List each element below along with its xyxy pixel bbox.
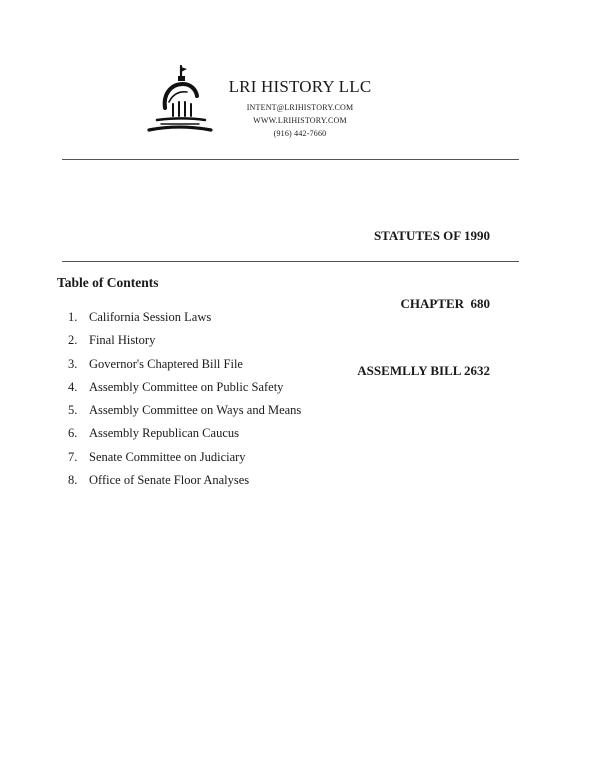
- statute-bill: ASSEMLLY BILL 2632: [357, 363, 490, 378]
- toc-item-number: 7.: [68, 449, 78, 464]
- statute-year: STATUTES OF 1990: [373, 228, 490, 243]
- toc-item-label: Office of Senate Floor Analyses: [89, 473, 250, 488]
- toc-item-number: 2.: [68, 333, 78, 348]
- toc-item-label: Assembly Republican Caucus: [89, 426, 239, 441]
- toc-item-number: 1.: [68, 310, 78, 324]
- header-divider: [62, 159, 519, 160]
- statute-divider: [62, 261, 519, 262]
- toc-heading: Table of Contents: [57, 275, 159, 290]
- toc-item: [68, 469, 301, 492]
- toc-item-number: 4.: [68, 379, 78, 394]
- company-name: LRI HISTORY LLC: [228, 77, 372, 96]
- company-email: INTENT@LRIHISTORY.COM: [246, 103, 354, 112]
- toc-item: [68, 446, 301, 469]
- toc-item: [68, 329, 301, 352]
- toc-item-label: Assembly Committee on Ways and Means: [89, 403, 302, 418]
- toc-item: [68, 353, 301, 376]
- toc-item-number: 8.: [68, 473, 78, 488]
- company-website: WWW.LRIHISTORY.COM: [253, 116, 347, 125]
- statute-chapter: CHAPTER 680: [400, 295, 490, 311]
- toc-item-label: California Session Laws: [89, 310, 212, 324]
- capitol-dome-icon: [143, 64, 213, 138]
- toc-item: [68, 399, 301, 422]
- toc-item-label: Final History: [89, 333, 156, 348]
- toc-item: [68, 376, 301, 399]
- toc-item-number: 5.: [68, 403, 78, 418]
- toc-item-label: Senate Committee on Judiciary: [89, 449, 246, 464]
- toc-item: [68, 306, 301, 329]
- toc-item-label: Assembly Committee on Public Safety: [89, 379, 284, 394]
- company-block: [222, 76, 378, 140]
- toc-item-label: Governor's Chaptered Bill File: [89, 356, 243, 371]
- company-phone: (916) 442-7660: [273, 129, 327, 138]
- toc-item-number: 3.: [68, 356, 78, 371]
- toc-item: [68, 422, 301, 445]
- toc-list: [68, 306, 301, 492]
- toc-item-number: 6.: [68, 426, 78, 441]
- statute-block: [357, 180, 490, 428]
